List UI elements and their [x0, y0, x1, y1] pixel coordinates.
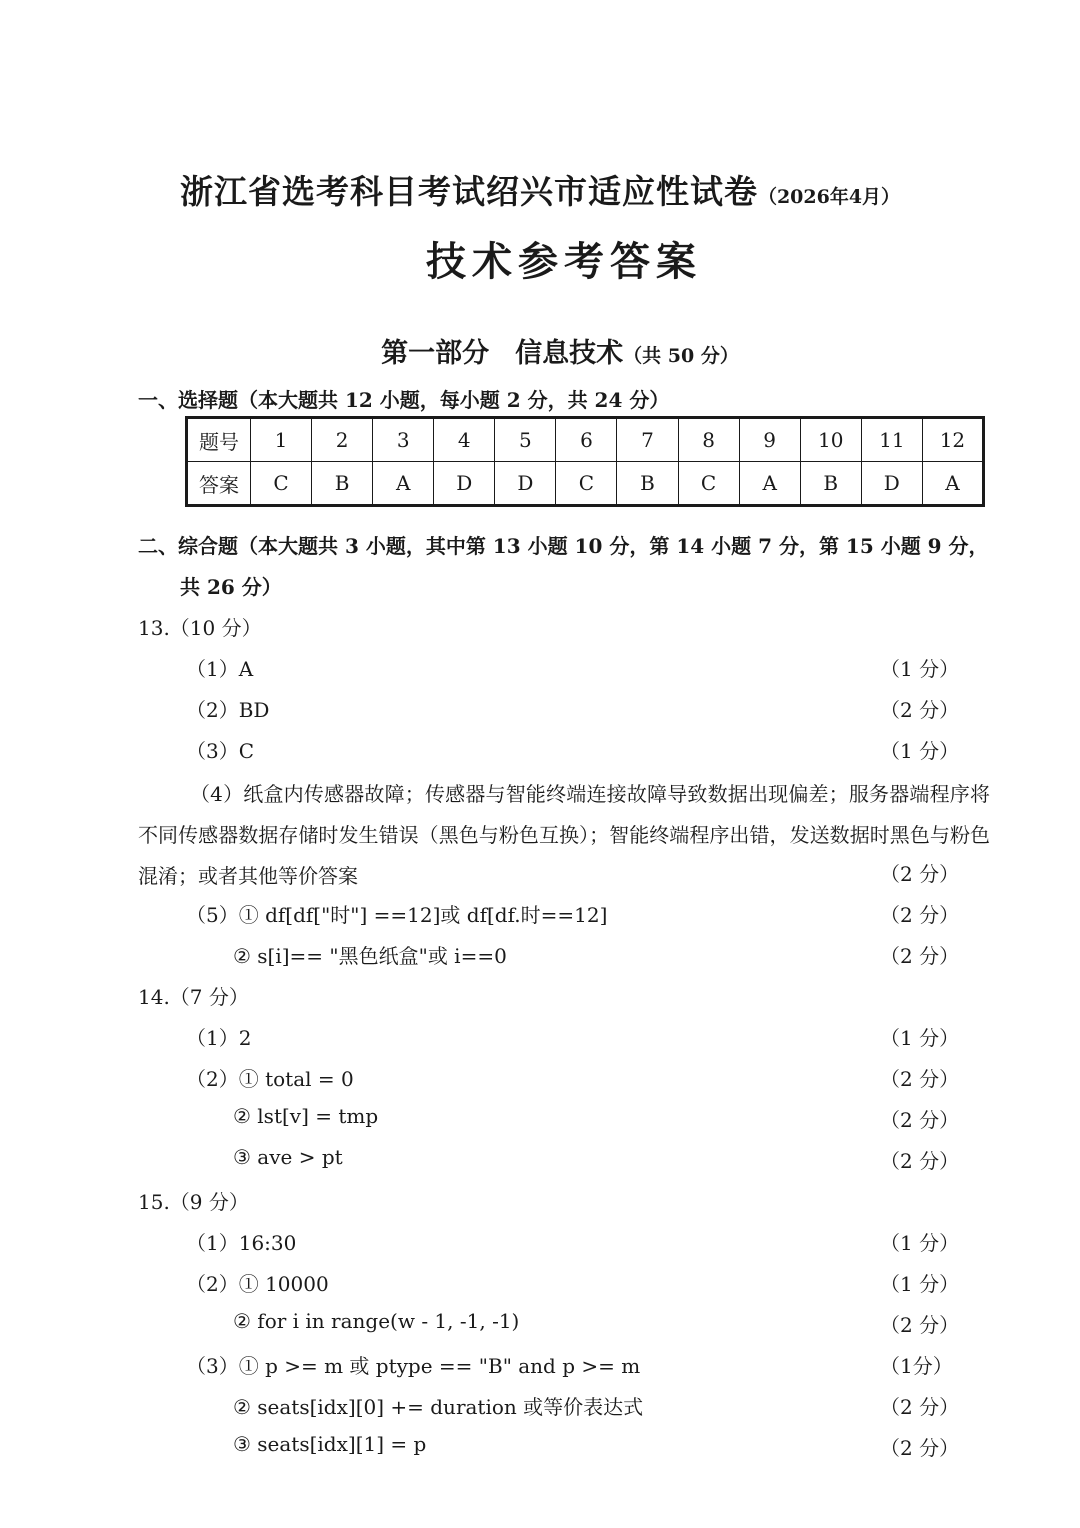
table-cell: A — [739, 462, 800, 506]
q15-answer-1: （1）16:30 — [186, 1231, 297, 1255]
answer-table — [185, 416, 985, 507]
part-score: （共 50 分） — [623, 345, 739, 367]
q14-answer-2-3: ③ ave > pt — [233, 1145, 343, 1169]
q15-points-3-3: （2 分） — [880, 1436, 960, 1460]
table-cell: D — [495, 462, 556, 506]
q13-points-5-1: （2 分） — [880, 903, 960, 927]
part-title: 第一部分 — [381, 338, 490, 369]
q15-points-2-1: （1 分） — [880, 1272, 960, 1296]
q13-answer-2: （2）BD — [186, 698, 270, 722]
q14-answer-2-2: ② lst[v] = tmp — [233, 1104, 379, 1128]
table-cell: D — [434, 462, 495, 506]
section1-heading: 一、选择题（本大题共 12 小题，每小题 2 分，共 24 分） — [138, 388, 670, 412]
q14-answer-1: （1）2 — [186, 1026, 252, 1050]
row-label-answer: 答案 — [187, 462, 251, 506]
table-cell: C — [251, 462, 312, 506]
table-cell: 11 — [861, 418, 922, 462]
table-cell: 4 — [434, 418, 495, 462]
table-cell: 9 — [739, 418, 800, 462]
table-cell: 3 — [373, 418, 434, 462]
q13-answer-1: （1）A — [186, 657, 254, 681]
table-cell: 10 — [800, 418, 861, 462]
q15-answer-3-2: ② seats[idx][0] += duration 或等价表达式 — [233, 1395, 644, 1419]
table-cell: A — [373, 462, 434, 506]
section2-heading-line2: 共 26 分） — [180, 575, 282, 599]
table-cell: 6 — [556, 418, 617, 462]
q15-points-3-1: （1分） — [880, 1354, 953, 1378]
page-title — [0, 166, 1080, 213]
table-cell: D — [861, 462, 922, 506]
table-cell: 5 — [495, 418, 556, 462]
table-cell: C — [556, 462, 617, 506]
q15-answer-3-3: ③ seats[idx][1] = p — [233, 1432, 427, 1456]
q13-points-4: （2 分） — [880, 862, 960, 886]
q13-points-1: （1 分） — [880, 657, 960, 681]
table-cell: B — [800, 462, 861, 506]
part-name: 信息技术 — [515, 338, 624, 369]
page-subtitle: 技术参考答案 — [426, 238, 702, 285]
table-cell: 8 — [678, 418, 739, 462]
q13-title: 13.（10 分） — [138, 616, 262, 640]
table-cell: C — [678, 462, 739, 506]
q15-answer-2-1: （2）① 10000 — [186, 1272, 329, 1296]
table-cell: B — [312, 462, 373, 506]
q15-points-1: （1 分） — [880, 1231, 960, 1255]
q14-title: 14.（7 分） — [138, 985, 249, 1009]
row-label-number: 题号 — [187, 418, 251, 462]
q15-answer-2-2: ② for i in range(w - 1, -1, -1) — [233, 1309, 520, 1333]
table-cell: B — [617, 462, 678, 506]
q15-points-2-2: （2 分） — [880, 1313, 960, 1337]
q13-answer-4: （4）纸盒内传感器故障；传感器与智能终端连接故障导致数据出现偏差；服务器端程序将不同传感器数据存储时发生错误（黑色与粉色互换）；智能终端程序出错，发送数据时黑色与粉色混淆；或者其他等价答案 — [138, 782, 990, 888]
table-row-answers — [187, 462, 984, 506]
q14-points-1: （1 分） — [880, 1026, 960, 1050]
table-row-numbers — [187, 418, 984, 462]
q14-points-2-2: （2 分） — [880, 1108, 960, 1132]
q14-points-2-3: （2 分） — [880, 1149, 960, 1173]
table-cell: 2 — [312, 418, 373, 462]
table-cell: 12 — [922, 418, 983, 462]
q13-answer-3: （3）C — [186, 739, 255, 763]
q15-answer-3-1: （3）① p >= m 或 ptype == "B" and p >= m — [186, 1354, 641, 1378]
q13-answer-5-2: ② s[i]== "黑色纸盒"或 i==0 — [233, 944, 507, 968]
title-date: （2026年4月） — [757, 186, 901, 208]
q13-points-3: （1 分） — [880, 739, 960, 763]
table-cell: 1 — [251, 418, 312, 462]
q13-points-5-2: （2 分） — [880, 944, 960, 968]
table-cell: 7 — [617, 418, 678, 462]
q15-title: 15.（9 分） — [138, 1190, 249, 1214]
section2-heading-line1: 二、综合题（本大题共 3 小题，其中第 13 小题 10 分，第 14 小题 7 分，第 15 小题 9 分， — [138, 534, 989, 558]
q13-points-2: （2 分） — [880, 698, 960, 722]
q13-answer-5-1: （5）① df[df["时"] ==12]或 df[df.时==12] — [186, 903, 608, 927]
part-heading — [0, 331, 1080, 370]
title-main: 浙江省选考科目考试绍兴市适应性试卷 — [179, 172, 758, 211]
table-cell: A — [922, 462, 983, 506]
q14-points-2-1: （2 分） — [880, 1067, 960, 1091]
q15-points-3-2: （2 分） — [880, 1395, 960, 1419]
q14-answer-2-1: （2）① total = 0 — [186, 1067, 354, 1091]
